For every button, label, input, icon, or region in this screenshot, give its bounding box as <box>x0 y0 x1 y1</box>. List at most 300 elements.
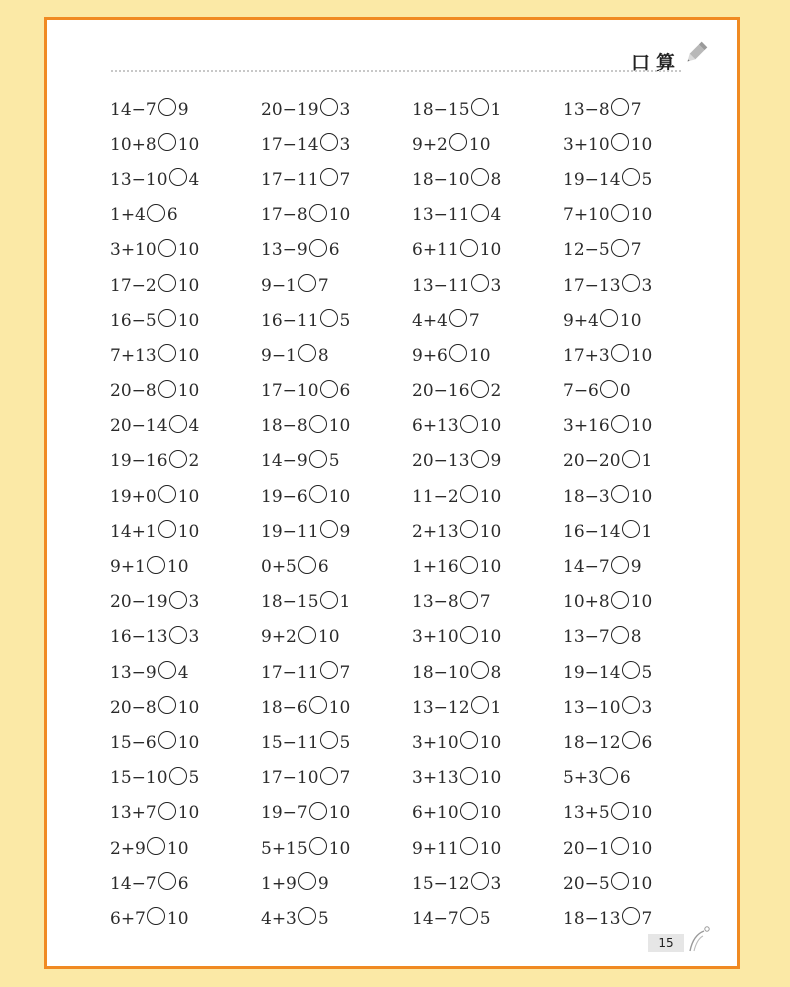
problem-expression: 19−16 <box>110 451 168 472</box>
answer-circle[interactable] <box>320 380 338 398</box>
comparison-number: 9 <box>630 557 642 578</box>
answer-circle[interactable] <box>460 556 478 574</box>
problem-item <box>412 268 563 303</box>
page-title: 口算 <box>630 52 681 74</box>
answer-circle[interactable] <box>158 133 176 151</box>
answer-circle[interactable] <box>611 802 629 820</box>
comparison-number: 6 <box>166 205 178 226</box>
answer-circle[interactable] <box>611 415 629 433</box>
problem-expression: 13−10 <box>110 169 168 190</box>
comparison-number: 10 <box>630 486 653 507</box>
answer-circle[interactable] <box>611 872 629 890</box>
answer-circle[interactable] <box>298 626 316 644</box>
problem-item <box>261 549 412 584</box>
problem-item <box>110 549 261 584</box>
problem-item <box>412 725 563 760</box>
answer-circle[interactable] <box>449 344 467 362</box>
answer-circle[interactable] <box>611 556 629 574</box>
answer-circle[interactable] <box>460 731 478 749</box>
comparison-number: 10 <box>630 345 653 366</box>
problem-item <box>110 866 261 901</box>
problem-expression: 16−14 <box>563 521 621 542</box>
answer-circle[interactable] <box>471 98 489 116</box>
answer-circle[interactable] <box>158 380 176 398</box>
problem-item <box>412 620 563 655</box>
answer-circle[interactable] <box>611 344 629 362</box>
comparison-number: 10 <box>166 557 189 578</box>
comparison-number: 10 <box>328 486 351 507</box>
problem-item <box>563 374 714 409</box>
answer-circle[interactable] <box>158 661 176 679</box>
problem-expression: 16−13 <box>110 627 168 648</box>
comparison-number: 10 <box>177 486 200 507</box>
problem-expression: 18−15 <box>261 592 319 613</box>
problem-expression: 18−10 <box>412 169 470 190</box>
problem-item <box>563 444 714 479</box>
comparison-number: 5 <box>339 732 351 753</box>
problem-expression: 20−8 <box>110 697 157 718</box>
answer-circle[interactable] <box>471 168 489 186</box>
problem-expression: 20−16 <box>412 381 470 402</box>
problem-expression: 17−14 <box>261 134 319 155</box>
problem-item <box>110 233 261 268</box>
comparison-number: 4 <box>490 205 502 226</box>
problem-item <box>110 655 261 690</box>
answer-circle[interactable] <box>449 133 467 151</box>
answer-circle[interactable] <box>622 274 640 292</box>
problem-expression: 20−19 <box>110 592 168 613</box>
problem-item <box>110 92 261 127</box>
comparison-number: 1 <box>641 451 653 472</box>
problem-item <box>412 796 563 831</box>
answer-circle[interactable] <box>611 626 629 644</box>
problem-expression: 13−8 <box>412 592 459 613</box>
answer-circle[interactable] <box>320 309 338 327</box>
comparison-number: 5 <box>479 908 491 929</box>
problem-expression: 9+11 <box>412 838 459 859</box>
answer-circle[interactable] <box>471 450 489 468</box>
problem-item <box>563 303 714 338</box>
answer-circle[interactable] <box>158 802 176 820</box>
answer-circle[interactable] <box>460 520 478 538</box>
answer-circle[interactable] <box>169 591 187 609</box>
problem-item <box>110 268 261 303</box>
answer-circle[interactable] <box>147 837 165 855</box>
problem-expression: 14+1 <box>110 521 157 542</box>
problem-item <box>563 92 714 127</box>
comparison-number: 5 <box>339 310 351 331</box>
comparison-number: 7 <box>630 240 642 261</box>
answer-circle[interactable] <box>298 907 316 925</box>
answer-circle[interactable] <box>471 274 489 292</box>
answer-circle[interactable] <box>158 485 176 503</box>
comparison-number: 3 <box>490 873 502 894</box>
problem-item <box>412 514 563 549</box>
swirl-decoration-icon <box>686 925 712 953</box>
answer-circle[interactable] <box>298 556 316 574</box>
answer-circle[interactable] <box>622 661 640 679</box>
answer-circle[interactable] <box>460 626 478 644</box>
comparison-number: 6 <box>339 381 351 402</box>
problem-item <box>261 690 412 725</box>
answer-circle[interactable] <box>622 907 640 925</box>
comparison-number: 9 <box>317 873 329 894</box>
answer-circle[interactable] <box>320 520 338 538</box>
problem-item <box>110 831 261 866</box>
problem-expression: 20−1 <box>563 838 610 859</box>
comparison-number: 10 <box>468 345 491 366</box>
problem-expression: 13−9 <box>110 662 157 683</box>
comparison-number: 10 <box>479 732 502 753</box>
answer-circle[interactable] <box>460 907 478 925</box>
answer-circle[interactable] <box>298 872 316 890</box>
comparison-number: 10 <box>177 521 200 542</box>
problem-expression: 18−10 <box>412 662 470 683</box>
answer-circle[interactable] <box>460 485 478 503</box>
problem-expression: 0+5 <box>261 557 297 578</box>
problem-item <box>110 198 261 233</box>
comparison-number: 10 <box>630 592 653 613</box>
comparison-number: 10 <box>479 416 502 437</box>
problem-expression: 17+3 <box>563 345 610 366</box>
problem-item <box>261 198 412 233</box>
comparison-number: 10 <box>177 345 200 366</box>
problem-item <box>412 127 563 162</box>
problem-item <box>110 162 261 197</box>
answer-circle[interactable] <box>309 450 327 468</box>
problem-expression: 7+13 <box>110 345 157 366</box>
answer-circle[interactable] <box>158 309 176 327</box>
problem-expression: 13−11 <box>412 205 470 226</box>
comparison-number: 10 <box>177 134 200 155</box>
comparison-number: 7 <box>339 768 351 789</box>
comparison-number: 1 <box>339 592 351 613</box>
problem-item <box>563 620 714 655</box>
answer-circle[interactable] <box>309 837 327 855</box>
answer-circle[interactable] <box>622 520 640 538</box>
comparison-number: 10 <box>177 310 200 331</box>
answer-circle[interactable] <box>611 837 629 855</box>
problem-item <box>412 233 563 268</box>
comparison-number: 10 <box>328 838 351 859</box>
problem-item <box>412 549 563 584</box>
problem-expression: 13+7 <box>110 803 157 824</box>
answer-circle[interactable] <box>622 450 640 468</box>
answer-circle[interactable] <box>471 661 489 679</box>
answer-circle[interactable] <box>158 696 176 714</box>
problem-item <box>110 725 261 760</box>
answer-circle[interactable] <box>147 907 165 925</box>
comparison-number: 3 <box>188 627 200 648</box>
answer-circle[interactable] <box>169 450 187 468</box>
problem-item <box>412 162 563 197</box>
answer-circle[interactable] <box>309 239 327 257</box>
comparison-number: 9 <box>177 99 189 120</box>
answer-circle[interactable] <box>622 168 640 186</box>
problem-expression: 13−9 <box>261 240 308 261</box>
comparison-number: 2 <box>188 451 200 472</box>
answer-circle[interactable] <box>169 415 187 433</box>
problem-expression: 20−13 <box>412 451 470 472</box>
answer-circle[interactable] <box>622 731 640 749</box>
answer-circle[interactable] <box>158 731 176 749</box>
problem-expression: 13−11 <box>412 275 470 296</box>
comparison-number: 8 <box>630 627 642 648</box>
answer-circle[interactable] <box>309 204 327 222</box>
answer-circle[interactable] <box>169 767 187 785</box>
comparison-number: 6 <box>641 732 653 753</box>
answer-circle[interactable] <box>320 98 338 116</box>
answer-circle[interactable] <box>147 556 165 574</box>
answer-circle[interactable] <box>611 239 629 257</box>
problem-item <box>563 655 714 690</box>
problem-item <box>563 338 714 373</box>
answer-circle[interactable] <box>169 168 187 186</box>
problem-expression: 6+11 <box>412 240 459 261</box>
answer-circle[interactable] <box>460 767 478 785</box>
comparison-number: 10 <box>468 134 491 155</box>
problem-item <box>261 92 412 127</box>
answer-circle[interactable] <box>158 98 176 116</box>
problem-item <box>110 796 261 831</box>
problem-expression: 15−11 <box>261 732 319 753</box>
problem-item <box>261 233 412 268</box>
problem-expression: 18−6 <box>261 697 308 718</box>
answer-circle[interactable] <box>298 274 316 292</box>
comparison-number: 3 <box>641 697 653 718</box>
answer-circle[interactable] <box>611 204 629 222</box>
comparison-number: 2 <box>490 381 502 402</box>
answer-circle[interactable] <box>460 802 478 820</box>
answer-circle[interactable] <box>449 309 467 327</box>
problem-item <box>110 514 261 549</box>
comparison-number: 1 <box>641 521 653 542</box>
answer-circle[interactable] <box>320 168 338 186</box>
answer-circle[interactable] <box>460 837 478 855</box>
comparison-number: 3 <box>490 275 502 296</box>
problem-grid <box>110 92 730 937</box>
answer-circle[interactable] <box>298 344 316 362</box>
comparison-number: 9 <box>490 451 502 472</box>
comparison-number: 10 <box>177 275 200 296</box>
comparison-number: 10 <box>479 768 502 789</box>
answer-circle[interactable] <box>471 380 489 398</box>
problem-expression: 10+8 <box>563 592 610 613</box>
answer-circle[interactable] <box>460 415 478 433</box>
answer-circle[interactable] <box>158 239 176 257</box>
problem-expression: 18−13 <box>563 908 621 929</box>
answer-circle[interactable] <box>460 591 478 609</box>
answer-circle[interactable] <box>611 591 629 609</box>
problem-expression: 9+2 <box>412 134 448 155</box>
problem-expression: 17−2 <box>110 275 157 296</box>
problem-item <box>412 444 563 479</box>
comparison-number: 10 <box>479 486 502 507</box>
problem-item <box>110 585 261 620</box>
comparison-number: 4 <box>177 662 189 683</box>
answer-circle[interactable] <box>309 802 327 820</box>
comparison-number: 1 <box>490 697 502 718</box>
comparison-number: 8 <box>317 345 329 366</box>
problem-expression: 13−7 <box>563 627 610 648</box>
problem-expression: 14−7 <box>110 873 157 894</box>
problem-expression: 1+4 <box>110 205 146 226</box>
answer-circle[interactable] <box>169 626 187 644</box>
worksheet-page <box>44 17 740 969</box>
answer-circle[interactable] <box>158 872 176 890</box>
problem-expression: 15−6 <box>110 732 157 753</box>
problem-expression: 19−7 <box>261 803 308 824</box>
comparison-number: 10 <box>166 908 189 929</box>
header-divider <box>111 70 681 72</box>
answer-circle[interactable] <box>309 696 327 714</box>
problem-expression: 10+8 <box>110 134 157 155</box>
comparison-number: 10 <box>328 697 351 718</box>
answer-circle[interactable] <box>320 767 338 785</box>
answer-circle[interactable] <box>320 133 338 151</box>
page-number: 15 <box>648 934 684 952</box>
answer-circle[interactable] <box>309 485 327 503</box>
answer-circle[interactable] <box>158 520 176 538</box>
problem-expression: 13−8 <box>563 99 610 120</box>
problem-expression: 7+10 <box>563 205 610 226</box>
problem-expression: 5+3 <box>563 768 599 789</box>
problem-expression: 20−19 <box>261 99 319 120</box>
comparison-number: 10 <box>630 873 653 894</box>
problem-item <box>412 866 563 901</box>
problem-expression: 3+13 <box>412 768 459 789</box>
answer-circle[interactable] <box>471 204 489 222</box>
problem-expression: 18−3 <box>563 486 610 507</box>
comparison-number: 5 <box>328 451 340 472</box>
comparison-number: 0 <box>619 381 631 402</box>
problem-expression: 9+2 <box>261 627 297 648</box>
comparison-number: 5 <box>641 662 653 683</box>
answer-circle[interactable] <box>147 204 165 222</box>
comparison-number: 10 <box>177 381 200 402</box>
comparison-number: 10 <box>317 627 340 648</box>
comparison-number: 10 <box>630 803 653 824</box>
problem-item <box>261 761 412 796</box>
answer-circle[interactable] <box>600 380 618 398</box>
problem-item <box>412 374 563 409</box>
problem-expression: 17−8 <box>261 205 308 226</box>
problem-item <box>563 725 714 760</box>
problem-expression: 6+7 <box>110 908 146 929</box>
problem-item <box>563 585 714 620</box>
problem-item <box>261 479 412 514</box>
comparison-number: 1 <box>490 99 502 120</box>
answer-circle[interactable] <box>320 731 338 749</box>
comparison-number: 8 <box>490 662 502 683</box>
comparison-number: 10 <box>479 838 502 859</box>
problem-expression: 1+9 <box>261 873 297 894</box>
problem-expression: 18−15 <box>412 99 470 120</box>
comparison-number: 4 <box>188 416 200 437</box>
answer-circle[interactable] <box>611 98 629 116</box>
problem-expression: 13−10 <box>563 697 621 718</box>
problem-item <box>563 479 714 514</box>
problem-item <box>563 268 714 303</box>
comparison-number: 3 <box>188 592 200 613</box>
problem-item <box>261 338 412 373</box>
comparison-number: 10 <box>328 416 351 437</box>
answer-circle[interactable] <box>158 344 176 362</box>
problem-item <box>563 866 714 901</box>
problem-item <box>110 690 261 725</box>
problem-expression: 19−14 <box>563 169 621 190</box>
comparison-number: 10 <box>166 838 189 859</box>
comparison-number: 10 <box>479 803 502 824</box>
comparison-number: 7 <box>641 908 653 929</box>
problem-expression: 9+4 <box>563 310 599 331</box>
problem-item <box>412 409 563 444</box>
problem-expression: 1+16 <box>412 557 459 578</box>
comparison-number: 10 <box>177 803 200 824</box>
problem-item <box>261 127 412 162</box>
problem-item <box>110 409 261 444</box>
problem-item <box>412 901 563 936</box>
problem-item <box>110 761 261 796</box>
problem-expression: 7−6 <box>563 381 599 402</box>
answer-circle[interactable] <box>611 133 629 151</box>
problem-item <box>261 866 412 901</box>
comparison-number: 10 <box>177 240 200 261</box>
answer-circle[interactable] <box>320 661 338 679</box>
comparison-number: 5 <box>188 768 200 789</box>
problem-item <box>261 585 412 620</box>
problem-expression: 14−7 <box>110 99 157 120</box>
problem-expression: 19−6 <box>261 486 308 507</box>
problem-item <box>412 761 563 796</box>
comparison-number: 5 <box>317 908 329 929</box>
problem-expression: 16−11 <box>261 310 319 331</box>
problem-item <box>261 620 412 655</box>
comparison-number: 10 <box>479 240 502 261</box>
problem-expression: 15−12 <box>412 873 470 894</box>
answer-circle[interactable] <box>600 309 618 327</box>
answer-circle[interactable] <box>471 696 489 714</box>
answer-circle[interactable] <box>309 415 327 433</box>
answer-circle[interactable] <box>320 591 338 609</box>
comparison-number: 10 <box>177 732 200 753</box>
comparison-number: 10 <box>630 134 653 155</box>
problem-expression: 3+10 <box>412 627 459 648</box>
problem-expression: 6+10 <box>412 803 459 824</box>
problem-expression: 5+15 <box>261 838 308 859</box>
comparison-number: 6 <box>177 873 189 894</box>
comparison-number: 10 <box>479 557 502 578</box>
comparison-number: 3 <box>339 134 351 155</box>
answer-circle[interactable] <box>471 872 489 890</box>
answer-circle[interactable] <box>460 239 478 257</box>
problem-item <box>110 127 261 162</box>
problem-item <box>261 409 412 444</box>
answer-circle[interactable] <box>611 485 629 503</box>
answer-circle[interactable] <box>622 696 640 714</box>
answer-circle[interactable] <box>158 274 176 292</box>
problem-expression: 3+10 <box>110 240 157 261</box>
comparison-number: 7 <box>468 310 480 331</box>
problem-expression: 13−12 <box>412 697 470 718</box>
problem-item <box>563 127 714 162</box>
problem-expression: 20−5 <box>563 873 610 894</box>
problem-item <box>110 479 261 514</box>
problem-expression: 15−10 <box>110 768 168 789</box>
answer-circle[interactable] <box>600 767 618 785</box>
problem-expression: 14−7 <box>563 557 610 578</box>
problem-expression: 17−10 <box>261 381 319 402</box>
